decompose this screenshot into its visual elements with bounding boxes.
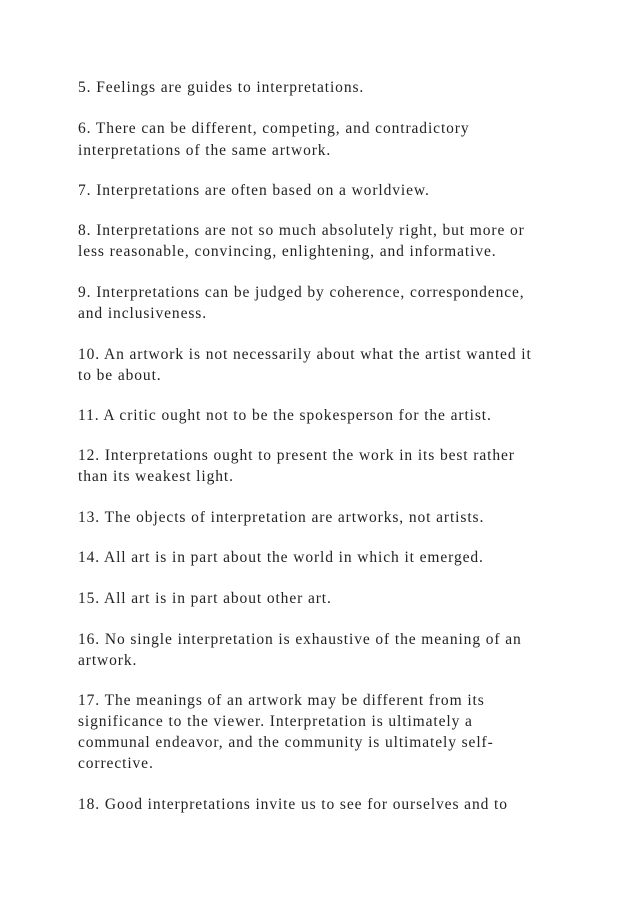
paragraph-line: less reasonable, convincing, enlightening, and informative. <box>78 243 497 260</box>
paragraph-line: 10. An artwork is not necessarily about what the artist wanted it <box>78 346 532 363</box>
paragraph-line: 5. Feelings are guides to interpretations. <box>78 79 365 96</box>
paragraph-line: significance to the viewer. Interpretation is ultimately a <box>78 713 473 730</box>
paragraph-line: communal endeavor, and the community is ultimately self- <box>78 734 494 751</box>
paragraph-line: interpretations of the same artwork. <box>78 142 332 159</box>
paragraph-line: 18. Good interpretations invite us to see for ourselves and to <box>78 796 508 813</box>
paragraph-line: 14. All art is in part about the world in which it emerged. <box>78 549 484 566</box>
paragraph-line: 16. No single interpretation is exhaustive of the meaning of an <box>78 631 522 648</box>
paragraph-line: to be about. <box>78 367 162 384</box>
paragraph-line: 17. The meanings of an artwork may be different from its <box>78 692 485 709</box>
paragraph-line: than its weakest light. <box>78 468 234 485</box>
paragraph-line: corrective. <box>78 755 154 772</box>
paragraph-line: 8. Interpretations are not so much absolutely right, but more or <box>78 222 525 239</box>
paragraph-line: 11. A critic ought not to be the spokesperson for the artist. <box>78 407 492 424</box>
paragraph-line: 12. Interpretations ought to present the work in its best rather <box>78 447 515 464</box>
paragraph-line: and inclusiveness. <box>78 305 207 322</box>
paragraph-line: 6. There can be different, competing, and contradictory <box>78 120 470 137</box>
paragraph-line: 15. All art is in part about other art. <box>78 590 332 607</box>
paragraph-line: 9. Interpretations can be judged by coherence, correspondence, <box>78 284 525 301</box>
paragraph-line: artwork. <box>78 652 138 669</box>
paragraph-line: 13. The objects of interpretation are artworks, not artists. <box>78 509 485 526</box>
paragraph-line: 7. Interpretations are often based on a worldview. <box>78 182 430 199</box>
